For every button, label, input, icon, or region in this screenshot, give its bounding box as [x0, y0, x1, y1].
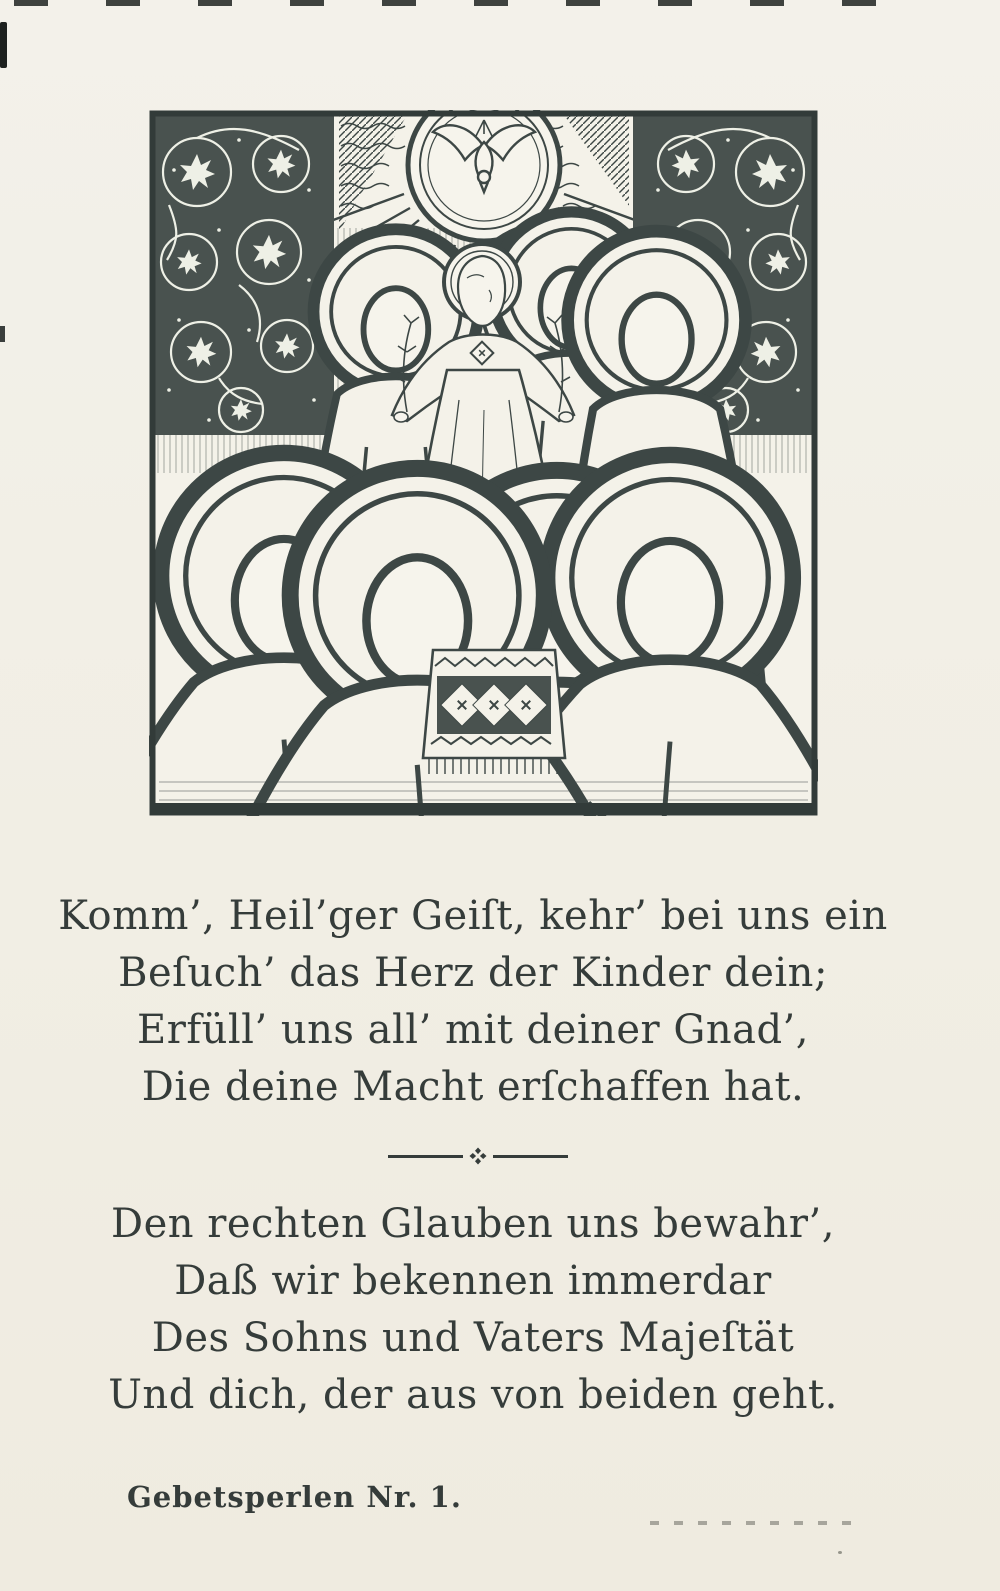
patterned-footstool	[423, 650, 565, 774]
poem-line: Erfüll’ uns all’ mit deiner Gnad’,	[137, 1007, 809, 1053]
seated-apostles	[149, 453, 818, 816]
poem-stanza-2	[0, 1196, 946, 1424]
poem-line: Beſuch’ das Herz der Kinder dein;	[118, 950, 828, 996]
poem-line: Und dich, der aus von beiden geht.	[108, 1372, 838, 1418]
poem-line: Des Sohns und Vaters Majeſtät	[151, 1315, 795, 1361]
stanza-divider	[388, 1146, 568, 1166]
mary-veiled-head	[458, 256, 505, 326]
foliate-corner-left	[154, 115, 334, 435]
pentecost-engraving	[149, 110, 818, 816]
poem-line: Die deine Macht erſchaffen hat.	[141, 1064, 805, 1110]
divider-rule-left	[388, 1155, 463, 1158]
scan-edge-mark-left	[0, 22, 7, 68]
series-imprint: Gebetsperlen Nr. 1.	[127, 1480, 462, 1514]
quatrefoil-ornament-icon	[468, 1146, 488, 1166]
poem-stanza-1	[0, 888, 946, 1116]
pentecost-engraving-svg	[149, 110, 818, 816]
pencil-dot-mark	[838, 1551, 842, 1554]
poem-line: Daß wir bekennen immerdar	[174, 1258, 772, 1304]
scan-edge-mark-left-small	[0, 326, 5, 342]
poem-line: Den rechten Glauben uns bewahr’,	[111, 1201, 835, 1247]
pencil-dash-marks	[650, 1521, 862, 1525]
divider-rule-right	[493, 1155, 568, 1158]
scan-edge-marks-top	[14, 0, 914, 6]
poem-line: Komm’, Heil’ger Geiſt, kehr’ bei uns ein	[58, 893, 888, 939]
